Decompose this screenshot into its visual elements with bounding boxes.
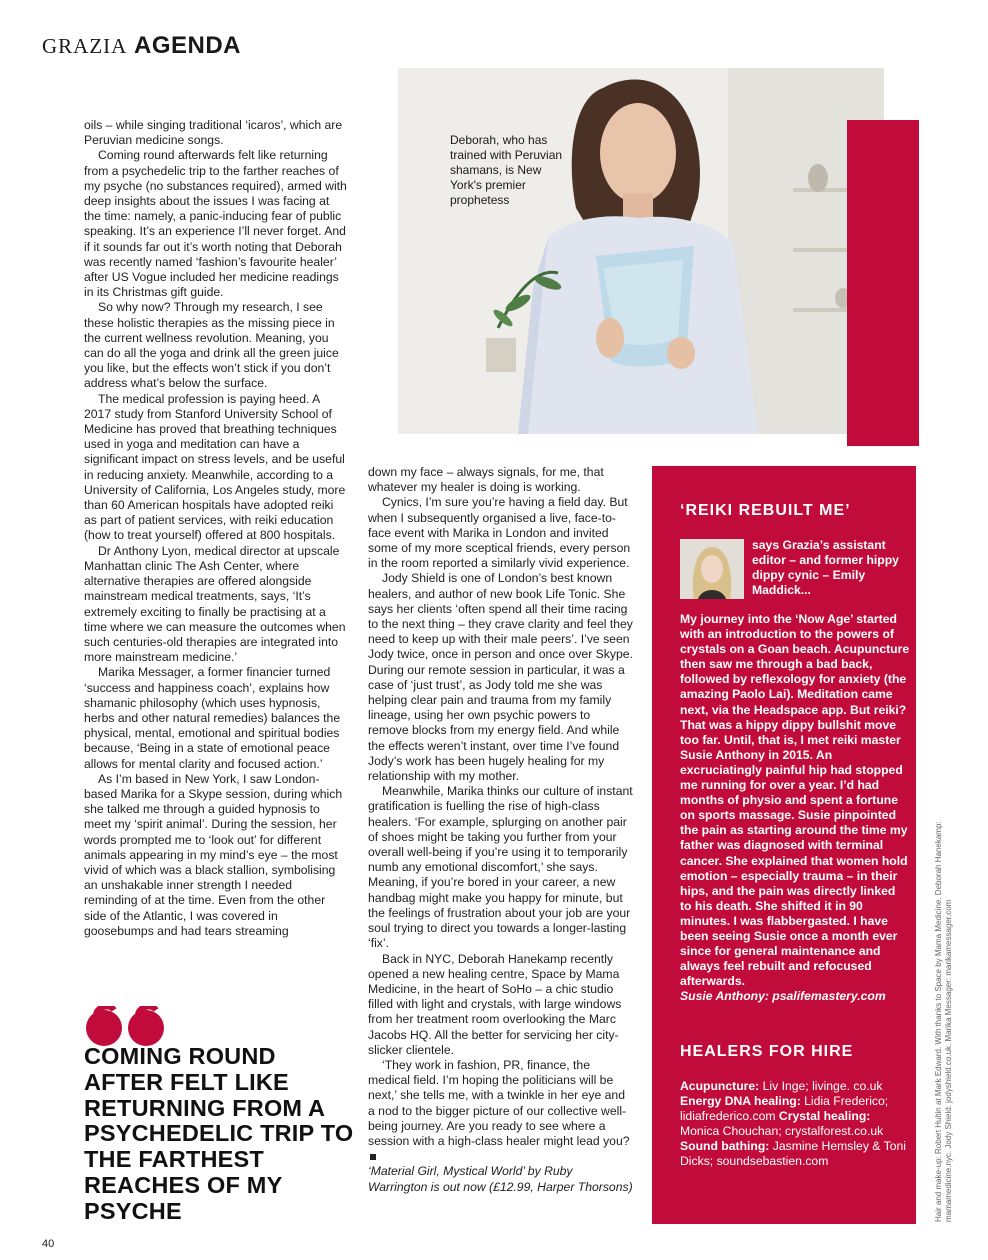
paragraph-text: ‘They work in fashion, PR, finance, the medical field. I’m hoping the politicians will be next,’ she tells me, with a twinkle in her eye and a nod to the bigger picture of our collective well-being journey. Are you ready to see where a session with a high-class healer might lead you? [368,1057,630,1148]
paragraph: Coming round afterwards felt like returning from a psychedelic trip to the farther reaches of my psyche (no substances required), armed with deep insights about the issues I was facing at the time: namely, a panic-inducing fear of public speaking. It’s an experience I’ll never forget. And if it sounds far out it’s worth noting that Deborah was recently named ‘fashion’s favourite healer’ after US Vogue included her medicine readings in its Christmas gift guide. [84,148,347,300]
paragraph: Back in NYC, Deborah Hanekamp recently opened a new healing centre, Space by Mama Medicine, in the heart of SoHo – a chic studio filled with light and crystals, with large windows from her treatment room overlooking the Marc Jacobs HQ. All the better for servicing her city-slicker clientele. [368,951,622,1057]
healers-title: HEALERS FOR HIRE [680,1043,854,1060]
article-column-1 [84,118,348,939]
portrait-illustration [398,68,884,434]
sidebar-credit: Susie Anthony: psalifemastery.com [680,989,886,1004]
page-number: 40 [42,1238,55,1250]
author-portrait [680,539,744,599]
paragraph: Dr Anthony Lyon, medical director at upscale Manhattan clinic The Ash Center, where alternative therapies are offered alongside mainstream medical treatments, says, ‘It’s extremely exciting to finally be practising at a time where we can measure the outcomes when such centuries-old therapies are integrated into more mainstream medicine.’ [84,543,346,665]
healer-value: Liv Inge; livinge. co.uk [762,1079,883,1093]
paragraph: Jody Shield is one of London’s best known healers, and author of new book Life Tonic. She says her clients ‘often spend all their time racing to the next thing – they crave clarity and feel they need to keep up with their male peers’. I’ve seen Jody twice, once in person and once over Skype. During our remote session in particular, it was a case of ‘just trust’, as Jody told me she was helping clear pain and trauma from my family lineage, using her own psychic powers to remove blocks from my energy field. And while the effects weren’t instant, over time I’ve found Jody’s work has been hugely healing for my relationship with my mother. [368,571,633,784]
sidebar-box [652,466,916,1224]
paragraph: Cynics, I’m sure you’re having a field day. But when I subsequently organised a live, face-to-face event with Marika in London and invited some of my more sceptical friends, every person in the room reported a similarly vivid experience. [368,495,631,571]
section-title: AGENDA [134,32,242,59]
article-column-2 [368,465,634,1195]
healer-value: Lidia Frederico; lidiafrederico.com [680,1094,889,1124]
paragraph: down my face – always signals, for me, that whatever my healer is doing is working. [368,465,604,495]
pull-quote: COMING ROUND AFTER FELT LIKE RETURNING FROM A PSYCHEDELIC TRIP TO THE FARTHEST REACHES OF MY PSYCHE [84,1043,354,1224]
healer-value: Jasmine Hemsley & Toni Dicks; soundsebastien.com [680,1139,906,1169]
paragraph: oils – while singing traditional ‘icaros’, which are Peruvian medicine songs. [84,118,343,148]
paragraph: So why now? Through my research, I see these holistic therapies as the missing piece in the current wellness revolution. Meaning, you can do all the yoga and drink all the green juice you like, but the effects won’t stick if you don’t address what’s below the surface. [84,300,339,391]
sidebar-body-text: My journey into the ‘Now Age’ started with an introduction to the powers of crystals on a Goan beach. Acupuncture then saw me through a bad back, followed by reflexology for anxiety (the amazing Paolo Lai). Meditation came next, via the Headspace app. But reiki? That was a hippy dippy bullshit move too far. Until, that is, I met reiki master Susie Anthony in 2015. An excruciatingly painful hip had stopped me running for over a year. I’d had months of physio and spent a fortune on sports massage. Susie pinpointed the pain as starting around the time my father was diagnosed with terminal cancer. She explained that women hold emotion – especially trauma – in their hips, and the pain was directly linked to his death. She shifted it in 90 minutes. I was flabbergasted. I have been seeing Susie once a month ever since for general maintenance and always feel rebuilt and refocused afterwards. [680,612,910,989]
magazine-logo: GRAZIA [42,34,128,58]
paragraph: Marika Messager, a former financier turned ‘success and happiness coach’, explains how shamanic philosophy (which uses hypnosis, herbs and other natural remedies) balances the physical, mental, emotional and spiritual bodies because, ‘Being in a state of emotional peace allows for mental clarity and focused action.’ [84,665,341,771]
healer-label: Sound bathing: [680,1139,770,1154]
end-mark-icon [370,1154,376,1160]
sidebar-title: ‘REIKI REBUILT ME’ [680,502,851,519]
paragraph: Meanwhile, Marika thinks our culture of instant gratification is fuelling the rise of high-class healers. ‘For example, splurging on another pair of shoes might be taking you further from your overall well-being if you’re using it to temporarily numb any emotional discomfort,’ she says. Meaning, if you’re bored in your career, a new handbag might make you happy for minute, but the feelings of frustration about your job are your soul trying to direct you towards a longer-lasting ‘fix’. [368,784,633,951]
accent-bar [847,120,919,446]
book-credit: ‘Material Girl, Mystical World’ by Ruby Warrington is out now (£12.99, Harper Thorsons) [368,1164,633,1194]
healers-list [680,1079,912,1170]
healer-label: Acupuncture: [680,1079,760,1093]
photo-credits: Hair and make-up: Robert Hultin at Mark Edward. With thanks to Space by Mama Medicine. Deborah Hanekamp: mamamedicine.nyc. Jody Shield: jodyshield.co.uk. Marika Messager: marikamessager.com [934,821,953,1222]
author-avatar [680,539,744,599]
healer-label: Crystal healing: [778,1109,871,1124]
masthead [42,32,241,60]
paragraph [368,1058,634,1164]
sidebar-body [680,612,910,1004]
healer-value: Monica Chouchan; crystalforest.co.uk [680,1124,884,1139]
paragraph: As I’m based in New York, I saw London-based Marika for a Skype session, during which she talked me through a guided hypnosis to meet my ‘spirit animal’. During the session, her words prompted me to ‘look out’ for different animals appearing in my mind’s eye – the most vivid of which was a black stallion, symbolising an unshakable inner strength I needed reminding of at the time. Even from the other side of the Atlantic, I was covered in goosebumps and had tears streaming [84,771,343,938]
portrait-photo [398,68,884,434]
healer-label: Energy DNA healing: [680,1094,801,1109]
paragraph: The medical profession is paying heed. A 2017 study from Stanford University School of Medicine has proved that breathing techniques used in yoga and meditation can have a significant impact on stress levels, and be useful in reducing anxiety. Meanwhile, according to a University of California, Los Angeles study, more than 60 American hospitals have adopted reiki as part of patient services, with reiki education (how to treat yourself) offered at 800 hospitals. [84,391,346,543]
sidebar-intro: says Grazia’s assistant editor – and former hippy dippy cynic – Emily Maddick... [752,538,899,597]
quote-marks-icon [84,1006,174,1046]
photo-caption: Deborah, who has trained with Peruvian shamans, is New York's premier prophetess [450,133,563,207]
